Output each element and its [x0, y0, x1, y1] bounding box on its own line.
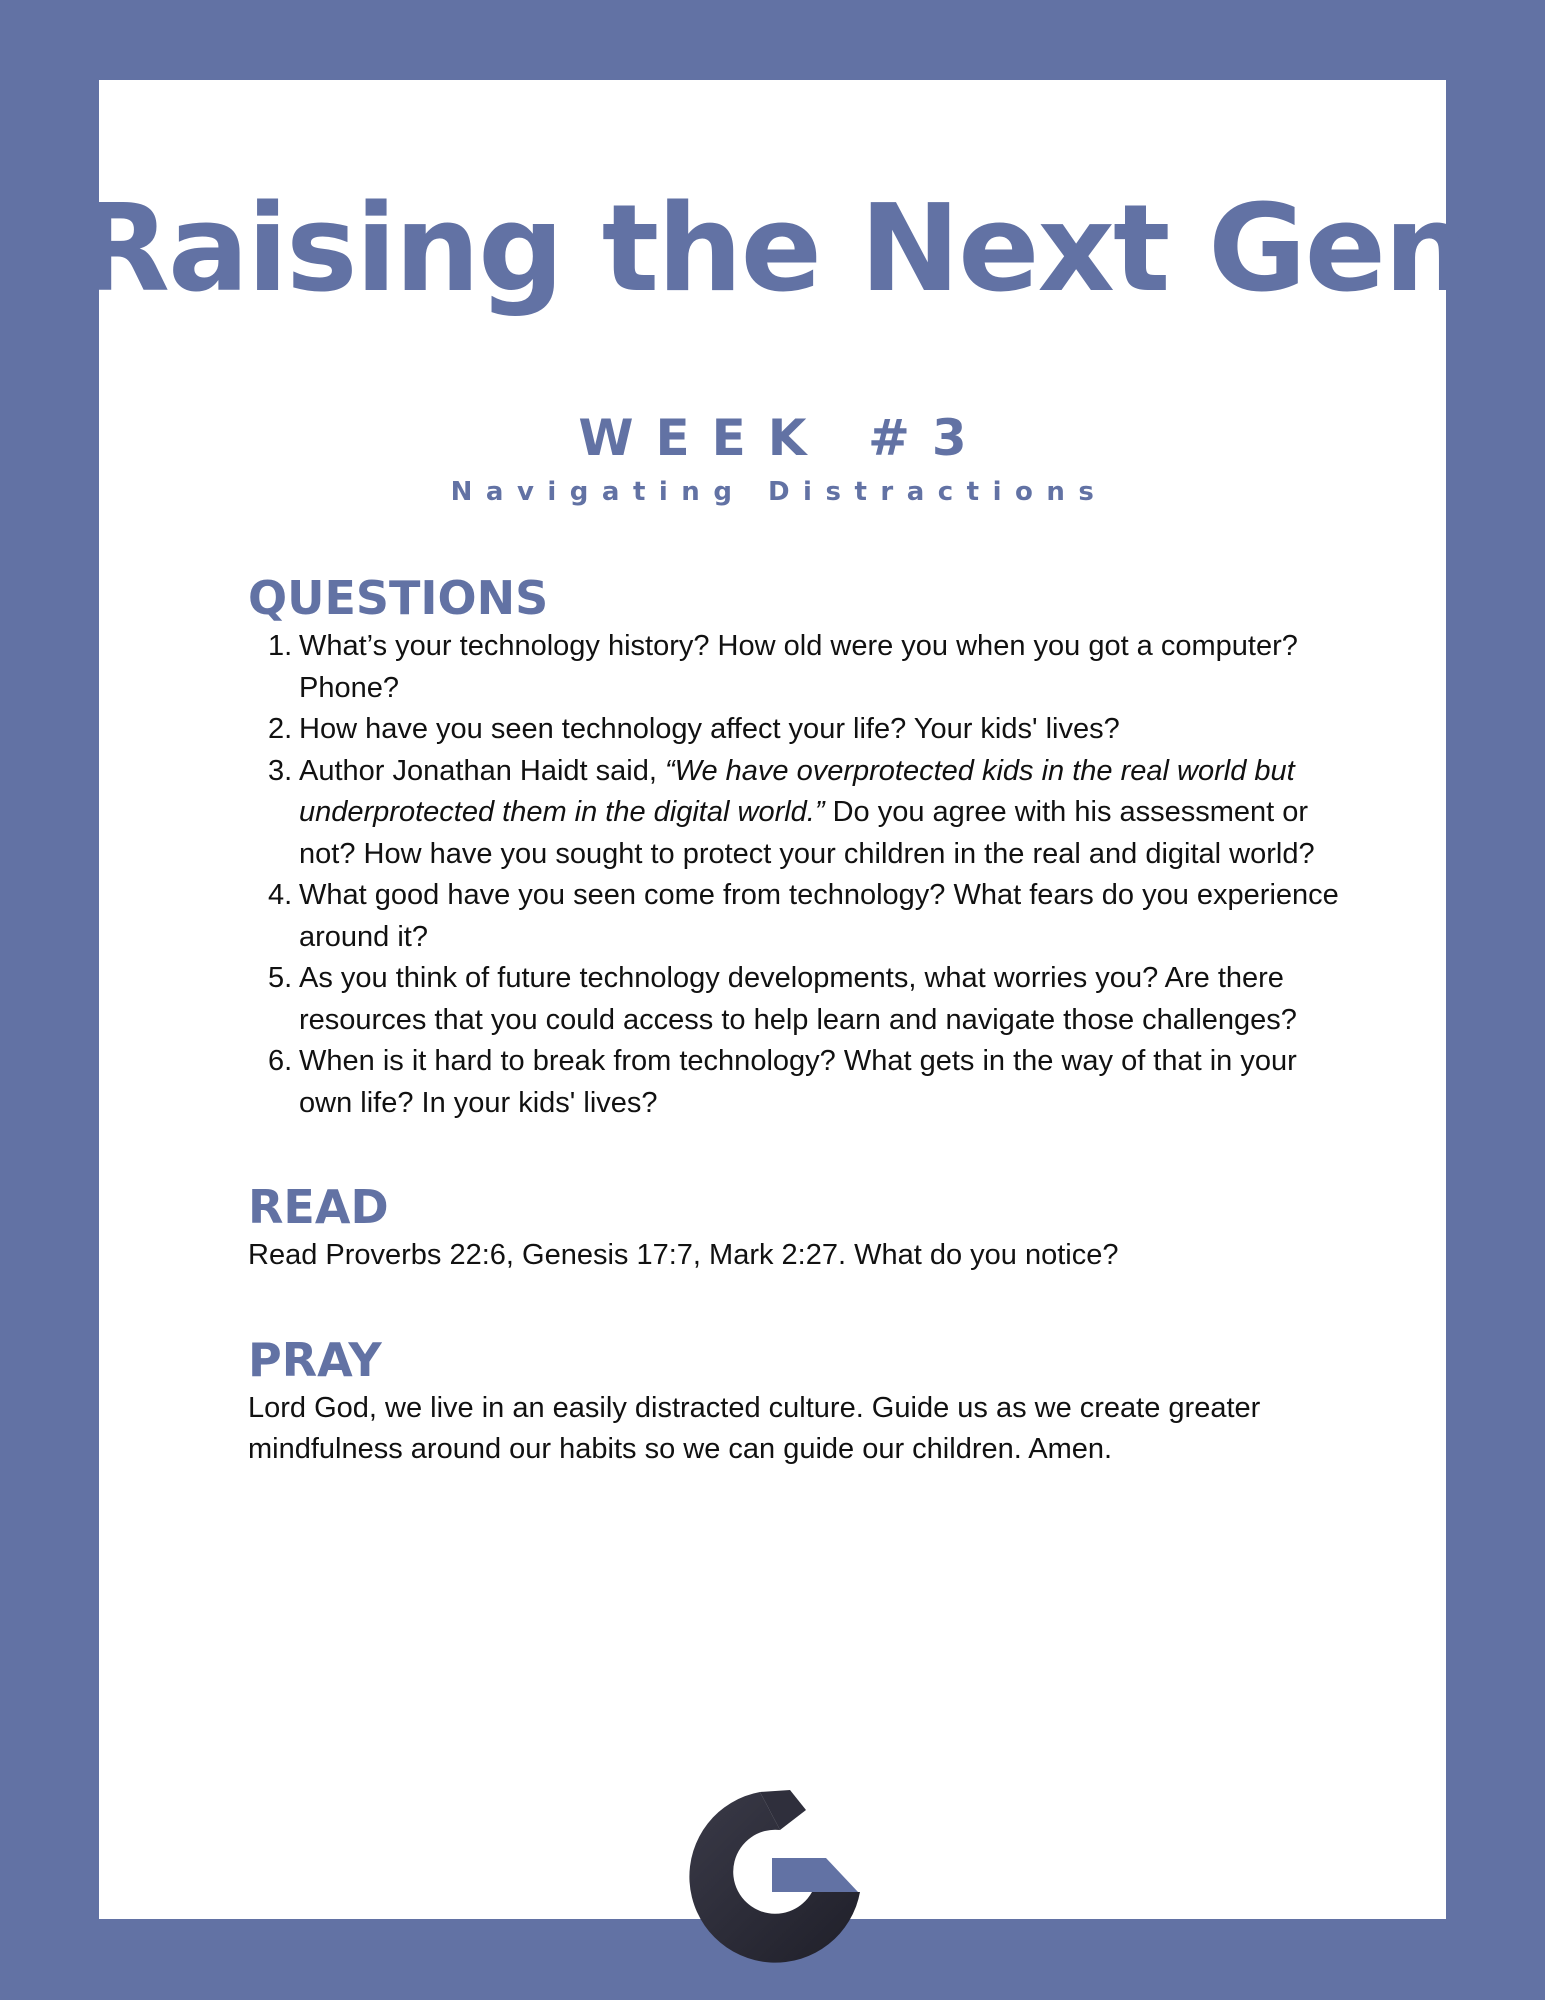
question-text: When is it hard to break from technology? What gets in the way of that in your own life? In your kids' lives?: [299, 1045, 1297, 1119]
g-logo-bar: [772, 1858, 858, 1892]
question-item: [248, 958, 1358, 1041]
pray-text: Lord God, we live in an easily distracted culture. Guide us as we create greater mindfulness around our habits so we can guide our children. Amen.: [248, 1391, 1261, 1465]
haidt-quote: “We have overprotected kids in the real world but underprotected them in the digital world.”: [299, 754, 1295, 828]
question-item: [248, 709, 1358, 751]
question-number: 5.: [268, 962, 293, 994]
question-number: 2.: [268, 713, 293, 745]
question-number: 3.: [268, 754, 293, 787]
question-item: [248, 875, 1358, 958]
question-number: 6.: [268, 1045, 293, 1077]
question-text: What good have you seen come from technology? What fears do you experience around it?: [299, 879, 1339, 953]
read-heading: READ: [248, 1180, 389, 1234]
question-text: How have you seen technology affect your life? Your kids' lives?: [299, 713, 1120, 745]
question-text: As you think of future technology developments, what worries you? Are there resources that you could access to help learn and navigate those challenges?: [299, 962, 1297, 1036]
question-text: [299, 755, 1315, 870]
content: [248, 570, 1358, 1471]
g-logo-icon: [688, 1790, 860, 1972]
week-label: WEEK #3: [578, 409, 989, 467]
week-subtitle: Navigating Distractions: [450, 477, 1108, 507]
question-text: What’s your technology history? How old were you when you got a computer? Phone?: [299, 630, 1298, 704]
question-item: [248, 1041, 1358, 1124]
read-text: Read Proverbs 22:6, Genesis 17:7, Mark 2:27. What do you notice?: [248, 1239, 1119, 1271]
question-text-after: Do you agree with his assessment or not? How have you sought to protect your children in the real and digital world?: [299, 796, 1315, 870]
question-number: 1.: [268, 630, 293, 662]
questions-heading: QUESTIONS: [248, 571, 549, 625]
question-item: [248, 751, 1358, 876]
page-title: Raising the Next Gen: [77, 180, 1468, 319]
question-text-before: Author Jonathan Haidt said,: [299, 754, 665, 787]
question-item: [248, 626, 1358, 709]
pray-heading: PRAY: [248, 1332, 382, 1387]
question-list: [248, 626, 1358, 1124]
question-number: 4.: [268, 879, 293, 911]
